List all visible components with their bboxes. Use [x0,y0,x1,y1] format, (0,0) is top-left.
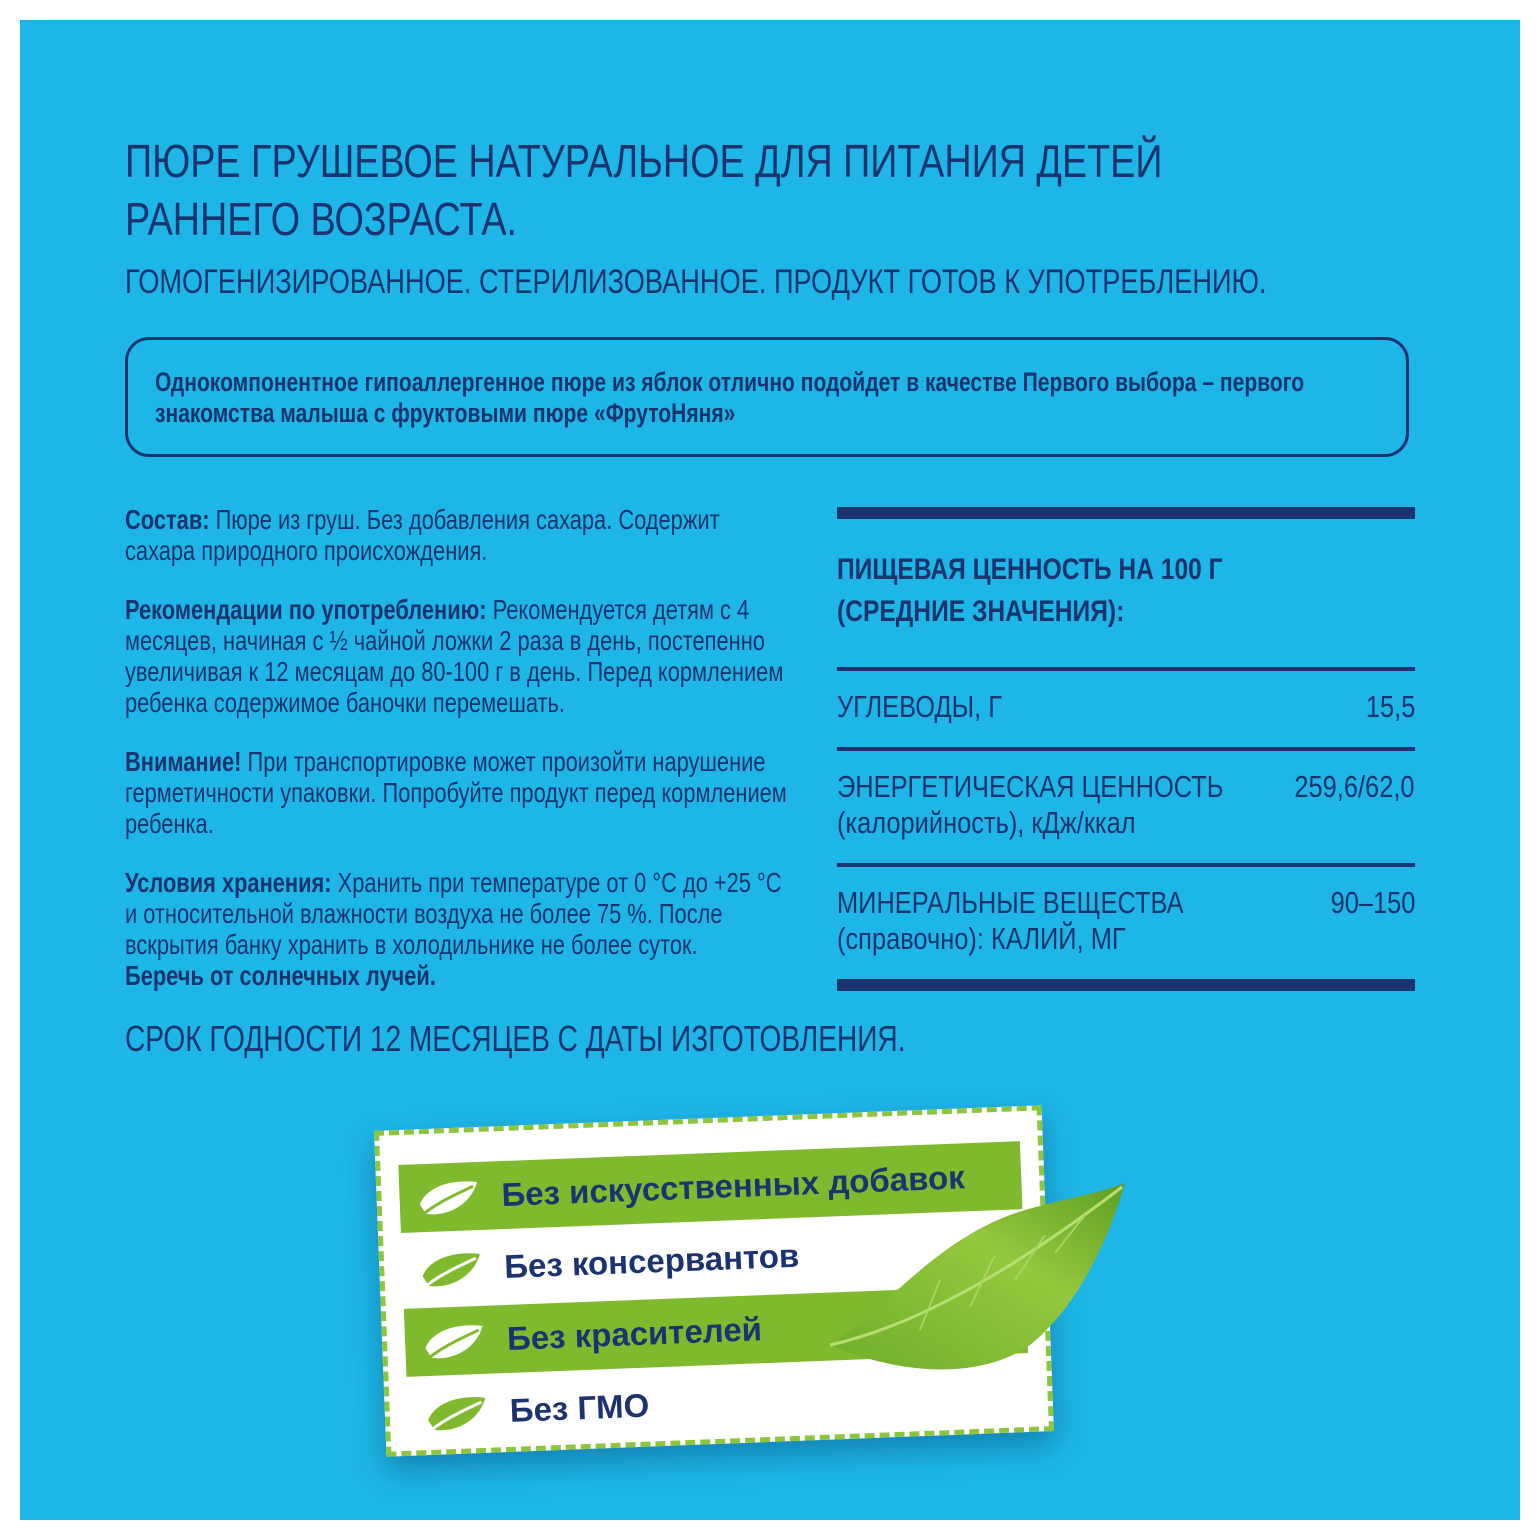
leaf-icon [421,1388,493,1439]
title-line-2: РАННЕГО ВОЗРАСТА. [125,193,517,245]
recommendations-paragraph [125,594,796,718]
product-subtitle: ГОМОГЕНИЗИРОВАННОЕ. СТЕРИЛИЗОВАННОЕ. ПРОДУКТ ГОТОВ К УПОТРЕБЛЕНИЮ. [125,263,1267,301]
composition-label: Состав: [125,504,210,535]
storage-text: Хранить при температуре от 0 °С до +25 °С и относительной влажности воздуха не более 75 %. После вскрытия банку хранить в холодильнике не более суток. [125,867,782,960]
composition-paragraph [125,504,796,566]
recommendations-text: Рекомендуется детям с 4 месяцев, начиная с ½ чайной ложки 2 раза в день, постепенно увеличивая к 12 месяцам до 80-100 г в день. Перед кормлением ребенка содержимое баночки перемешать. [125,594,784,718]
leaf-icon [415,1244,487,1295]
energy-label [837,769,1223,841]
warning-label: Внимание! [125,746,242,777]
callout-line-2: знакомства малыша с фруктовыми пюре «ФрутоНяня» [155,398,736,428]
carbs-value: 15,5 [1365,689,1415,724]
nutrition-heading-line-2: (СРЕДНИЕ ЗНАЧЕНИЯ): [837,595,1125,628]
energy-value: 259,6/62,0 [1294,769,1415,804]
nutrition-heading [837,519,1311,667]
recommendations-label: Рекомендации по употреблению: [125,594,487,625]
product-info-panel [20,20,1520,1520]
leaf-icon [418,1316,490,1367]
nutrition-heading-line-1: ПИЩЕВАЯ ЦЕННОСТЬ НА 100 Г [837,553,1223,586]
storage-bold-tail: Беречь от солнечных лучей. [125,960,436,991]
nutrition-table [837,507,1415,991]
minerals-label-line-2: (справочно): КАЛИЙ, МГ [837,921,1126,956]
shelf-life: СРОК ГОДНОСТИ 12 МЕСЯЦЕВ С ДАТЫ ИЗГОТОВЛЕНИЯ. [125,1018,906,1059]
warning-paragraph [125,746,796,839]
energy-label-line-2: (калорийность), кДж/ккал [837,805,1136,840]
badge-text: Без ГМО [509,1386,650,1429]
title-line-1: ПЮРЕ ГРУШЕВОЕ НАТУРАЛЬНОЕ ДЛЯ ПИТАНИЯ ДЕТЕЙ [125,135,1163,187]
badge-text: Без красителей [506,1310,763,1357]
storage-label: Условия хранения: [125,867,332,898]
callout-box [125,337,1409,457]
carbs-label: УГЛЕВОДЫ, Г [837,689,1003,724]
composition-text: Пюре из груш. Без добавления сахара. Содержит сахара природного происхождения. [125,504,720,566]
minerals-value: 90–150 [1330,885,1415,920]
leaf-icon [413,1172,485,1223]
callout-line-1: Однокомпонентное гипоаллергенное пюре из яблок отлично подойдет в качестве Первого выбора – первого [155,367,1305,397]
green-leaf-icon [810,1175,1140,1405]
nutrition-row-carbs [837,671,1415,747]
nutrition-row-minerals [837,867,1415,979]
nutrition-row-energy [837,751,1415,863]
table-top-rule [837,507,1415,519]
info-column [125,504,906,1059]
badge-text: Без консервантов [503,1236,800,1286]
minerals-label [837,885,1184,957]
table-bottom-rule [837,979,1415,991]
product-title [125,132,1163,248]
minerals-label-line-1: МИНЕРАЛЬНЫЕ ВЕЩЕСТВА [837,885,1184,920]
energy-label-line-1: ЭНЕРГЕТИЧЕСКАЯ ЦЕННОСТЬ [837,769,1224,804]
storage-paragraph [125,867,796,991]
callout-text [155,367,1325,429]
warning-text: При транспортировке может произойти нарушение герметичности упаковки. Попробуйте продукт перед кормлением ребенка. [125,746,787,839]
badge-text: Без искусственных добавок [500,1158,966,1214]
